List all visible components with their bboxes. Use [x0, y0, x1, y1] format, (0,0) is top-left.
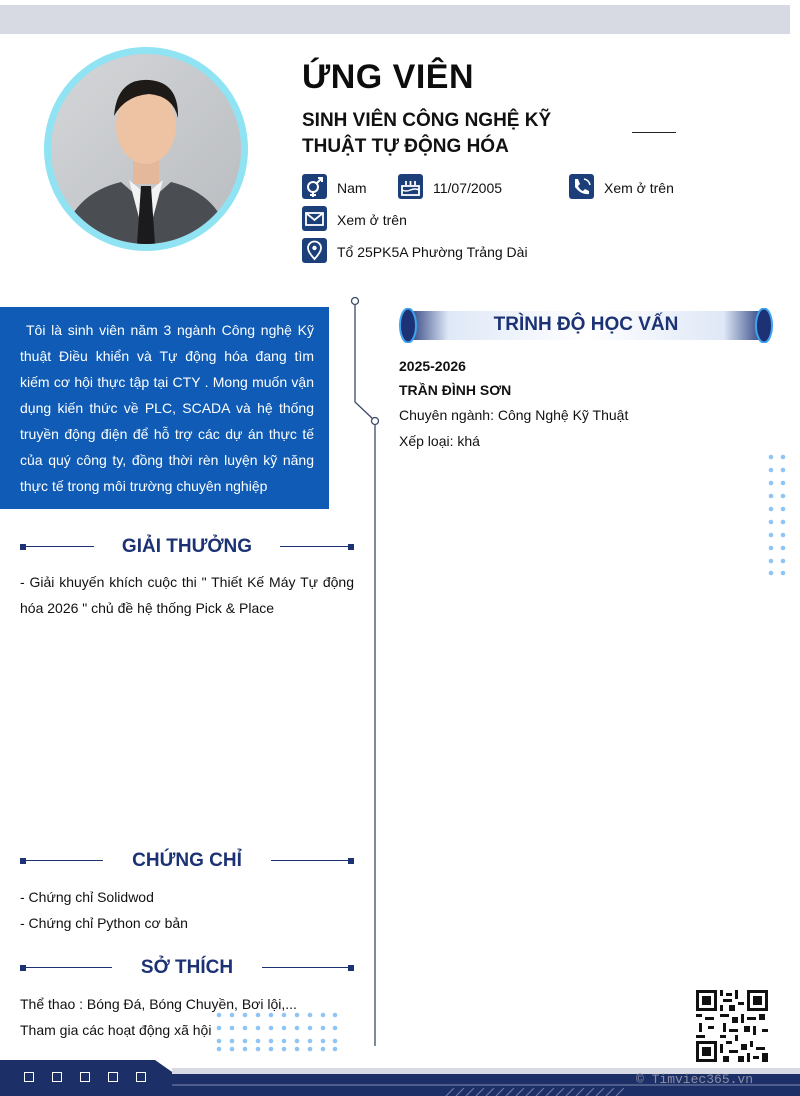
education-major: Chuyên ngành: Công Nghệ Kỹ Thuật: [399, 407, 629, 423]
section-rule: [262, 967, 348, 968]
birthday-value: 11/07/2005: [433, 180, 503, 196]
decorative-dots-bottom: [214, 1010, 340, 1054]
section-marker: [348, 965, 354, 971]
candidate-name: ỨNG VIÊN: [302, 58, 475, 96]
section-marker: [20, 965, 26, 971]
hobby-item: Tham gia các hoạt động xã hội: [20, 1022, 212, 1038]
hobby-item: Thể thao : Bóng Đá, Bóng Chuyền, Bơi lội,...: [20, 996, 297, 1012]
footer-square: [24, 1072, 34, 1082]
qr-code-icon: [696, 990, 768, 1062]
section-rule: [26, 860, 103, 861]
section-rule: [280, 546, 348, 547]
education-period: 2025-2026: [399, 358, 466, 374]
job-title-line-1: SINH VIÊN CÔNG NGHỆ KỸ: [302, 110, 552, 131]
hobbies-heading: SỞ THÍCH: [140, 957, 234, 978]
education-school: TRẦN ĐÌNH SƠN: [399, 382, 512, 398]
certificate-item: - Chứng chỉ Solidwod: [20, 889, 154, 905]
section-marker: [348, 544, 354, 550]
footer-square: [136, 1072, 146, 1082]
summary-text: Tôi là sinh viên năm 3 ngành Công nghệ Kỹ thuật Điều khiển và Tự động hóa đang tìm kiếm cơ hội thực tập tại CTY . Mong muốn vận dụng kiến thức về PLC, SCADA và hệ thống truyền động điện để hỗ trợ các dự án thực tế của quý công ty, đồng thời rèn luyện kỹ năng thực tế trong môi trường chuyên nghiệp: [20, 322, 314, 494]
section-marker: [20, 544, 26, 550]
awards-heading: GIẢI THƯỞNG: [121, 536, 253, 557]
section-rule: [271, 860, 348, 861]
summary-box: [0, 307, 329, 509]
footer-square: [52, 1072, 62, 1082]
email-value: Xem ở trên: [337, 212, 407, 228]
section-marker: [20, 858, 26, 864]
address-value: Tổ 25PK5A Phường Trảng Dài: [337, 244, 528, 260]
section-rule: [26, 967, 112, 968]
phone-value: Xem ở trên: [604, 180, 674, 196]
gender-value: Nam: [337, 180, 367, 196]
footer-square: [108, 1072, 118, 1082]
job-title-line-2: THUẬT TỰ ĐỘNG HÓA: [302, 136, 509, 157]
education-rank: Xếp loại: khá: [399, 433, 480, 449]
section-rule: [26, 546, 94, 547]
copyright-text: © Timviec365.vn: [636, 1072, 754, 1087]
education-heading: TRÌNH ĐỘ HỌC VẤN: [493, 314, 679, 335]
decorative-dots-right: [766, 452, 790, 578]
certificate-item: - Chứng chỉ Python cơ bản: [20, 915, 188, 931]
awards-text: - Giải khuyến khích cuộc thi " Thiết Kế Máy Tự động hóa 2026 " chủ đề hệ thống Pick & Place: [20, 574, 354, 616]
footer-square: [80, 1072, 90, 1082]
section-marker: [348, 858, 354, 864]
certificates-heading: CHỨNG CHỈ: [132, 850, 242, 871]
